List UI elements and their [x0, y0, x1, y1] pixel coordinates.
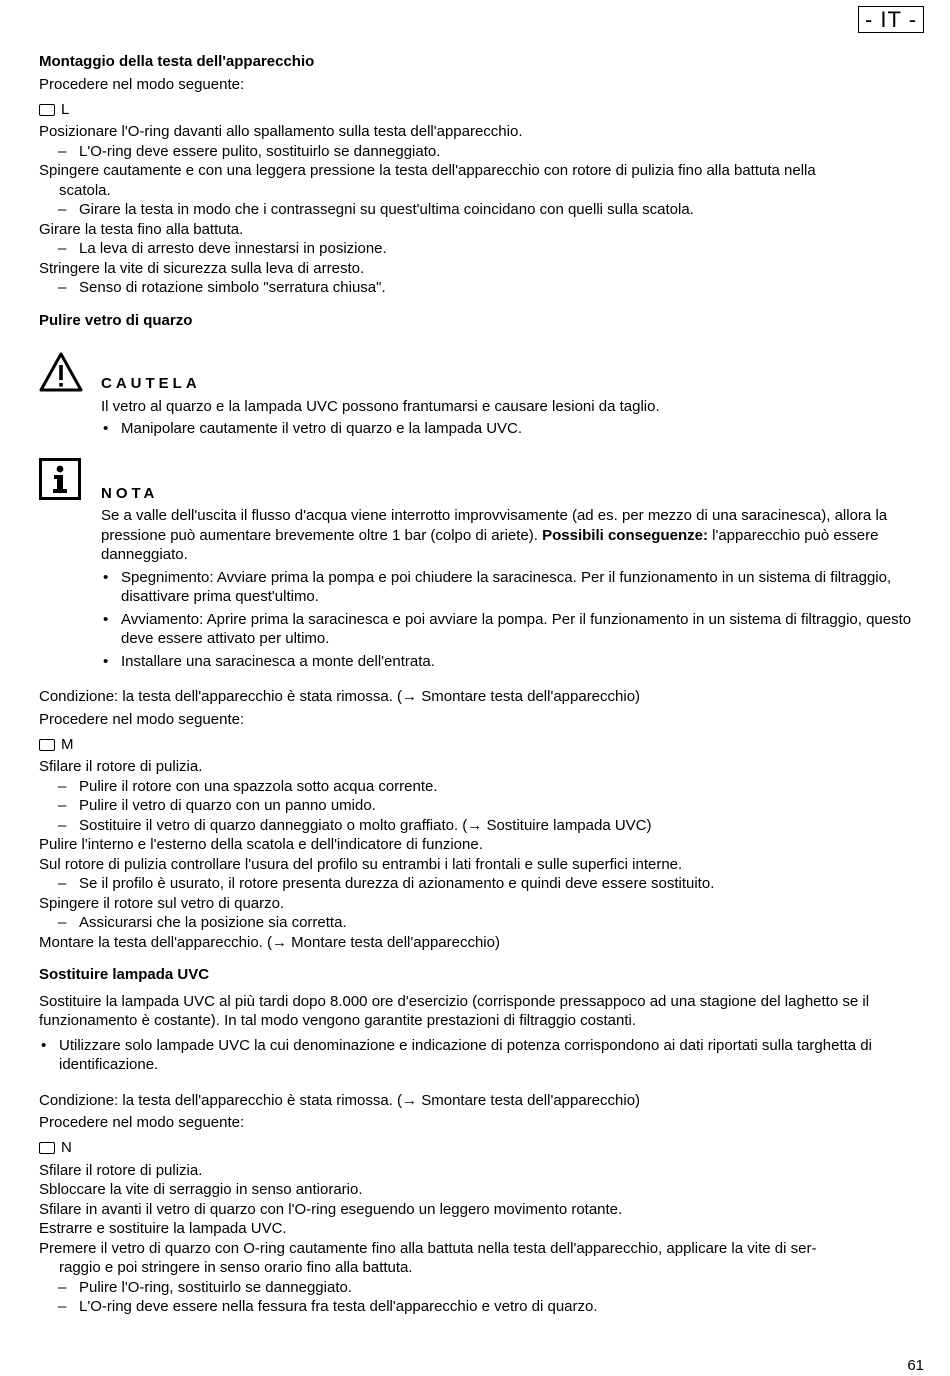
page-number: 61	[907, 1357, 924, 1374]
info-icon	[39, 458, 81, 506]
instruction-list	[39, 1161, 927, 1317]
step: Sfilare il rotore di pulizia.	[39, 1161, 203, 1179]
sub-step: – Sostituire il vetro di quarzo danneggiato o molto graffiato. (→ Sostituire lampada UVC)	[39, 816, 927, 836]
note-text	[101, 506, 927, 565]
figure-label: N	[61, 1139, 72, 1157]
figure-reference	[39, 97, 927, 122]
step: Stringere la vite di sicurezza sulla leva di arresto.	[39, 259, 365, 277]
condition-text: Condizione: la testa dell'apparecchio è stata rimossa. (→ Smontare testa dell'apparecchio)	[39, 688, 641, 705]
note-box	[39, 458, 927, 672]
step: Sfilare il rotore di pulizia.	[39, 758, 203, 775]
note-bullet: • Spegnimento: Avviare prima la pompa e poi chiudere la saracinesca. Per il funzionamento in un sistema di filtraggio, disattivare prima quest'ultimo.	[101, 568, 927, 607]
step: Girare la testa fino alla battuta.	[39, 220, 244, 238]
step: Sfilare in avanti il vetro di quarzo con l'O-ring eseguendo un leggero movimento rotante.	[39, 1200, 623, 1218]
note-text-part: l'apparecchio può essere danneggiato.	[101, 526, 879, 563]
note-text-part: Se a valle dell'uscita il flusso d'acqua viene interrotto improvvisamente (ad es. per mezzo di una saracinesca), allora la pressione può aumentare brevemente oltre 1 bar (colpo di ariete).	[101, 507, 888, 544]
step: Sbloccare la vite di serraggio in senso antiorario.	[39, 1181, 363, 1198]
sub-step: – Pulire il vetro di quarzo con un panno umido.	[39, 796, 927, 816]
instruction-list	[39, 122, 927, 298]
note-bullet: • Installare una saracinesca a monte dell'entrata.	[101, 652, 927, 672]
step: scatola.	[59, 181, 111, 199]
step: Spingere il rotore sul vetro di quarzo.	[39, 894, 285, 912]
procedure-intro: Procedere nel modo seguente:	[39, 75, 245, 93]
procedure-intro: Procedere nel modo seguente:	[39, 1114, 245, 1131]
figure-label: M	[61, 735, 74, 753]
page-content	[39, 52, 927, 1317]
sub-step: – Assicurarsi che la posizione sia corretta.	[39, 913, 927, 933]
instruction-list	[39, 757, 927, 952]
condition-text: Condizione: la testa dell'apparecchio è stata rimossa. (→ Smontare testa dell'apparecchio)	[39, 1091, 641, 1109]
language-tag: - IT -	[858, 6, 924, 33]
step: raggio e poi stringere in senso orario fino alla battuta.	[59, 1259, 413, 1276]
step: Pulire l'interno e l'esterno della scatola e dell'indicatore di funzione.	[39, 836, 483, 853]
step: Spingere cautamente e con una leggera pressione la testa dell'apparecchio con rotore di pulizia fino alla battuta nella	[39, 162, 816, 179]
step: Estrarre e sostituire la lampada UVC.	[39, 1220, 287, 1237]
figure-reference	[39, 1136, 927, 1161]
sub-step: – Se il profilo è usurato, il rotore presenta durezza di azionamento e quindi deve essere sostituito.	[39, 874, 927, 894]
section-title-pulire: Pulire vetro di quarzo	[39, 311, 193, 329]
caution-box	[39, 352, 927, 439]
caution-text: Il vetro al quarzo e la lampada UVC possono frantumarsi e causare lesioni da taglio.	[101, 397, 660, 415]
note-bullet: • Avviamento: Aprire prima la saracinesca e poi avviare la pompa. Per il funzionamento in un sistema di filtraggio, questo deve essere attivato per ultimo.	[101, 610, 927, 649]
sub-step: – La leva di arresto deve innestarsi in posizione.	[39, 239, 927, 259]
sub-step: – Girare la testa in modo che i contrassegni su quest'ultima coincidano con quelli sulla scatola.	[39, 200, 927, 220]
uvc-bullet: • Utilizzare solo lampade UVC la cui denominazione e indicazione di potenza corrispondono ai dati riportati sulla targhetta di identificazione.	[39, 1036, 927, 1075]
section-title-sostituire: Sostituire lampada UVC	[39, 966, 210, 983]
sub-step: – Pulire l'O-ring, sostituirlo se danneggiato.	[39, 1278, 927, 1298]
figure-icon	[39, 1142, 55, 1154]
uvc-paragraph: Sostituire la lampada UVC al più tardi dopo 8.000 ore d'esercizio (corrisponde pressappoco ad una stagione del laghetto se il funzionamento è costante). In tal modo vengono garantite prestazioni di filtraggio costanti.	[39, 992, 870, 1029]
section-title-montaggio: Montaggio della testa dell'apparecchio	[39, 53, 315, 70]
caution-signal-word: CAUTELA	[101, 375, 201, 392]
note-signal-word: NOTA	[101, 484, 159, 502]
step: Sul rotore di pulizia controllare l'usura del profilo su entrambi i lati frontali e sulle superfici interne.	[39, 855, 683, 873]
sub-step: – L'O-ring deve essere pulito, sostituirlo se danneggiato.	[39, 142, 927, 162]
figure-icon	[39, 739, 55, 751]
figure-reference	[39, 732, 927, 757]
step: Posizionare l'O-ring davanti allo spallamento sulla testa dell'apparecchio.	[39, 123, 523, 140]
step: Montare la testa dell'apparecchio. (→ Montare testa dell'apparecchio)	[39, 933, 500, 951]
sub-step: – L'O-ring deve essere nella fessura fra testa dell'apparecchio e vetro di quarzo.	[39, 1297, 927, 1317]
note-text-bold: Possibili conseguenze:	[542, 526, 708, 544]
sub-step: – Pulire il rotore con una spazzola sotto acqua corrente.	[39, 777, 927, 797]
sub-step: – Senso di rotazione simbolo "serratura chiusa".	[39, 278, 927, 298]
caution-bullet: • Manipolare cautamente il vetro di quarzo e la lampada UVC.	[101, 419, 927, 439]
step: Premere il vetro di quarzo con O-ring cautamente fino alla battuta nella testa dell'apparecchio, applicare la vite di ser-	[39, 1239, 817, 1257]
figure-label: L	[61, 100, 70, 118]
procedure-intro: Procedere nel modo seguente:	[39, 710, 245, 728]
figure-icon	[39, 104, 55, 116]
warning-triangle-icon	[39, 352, 83, 398]
